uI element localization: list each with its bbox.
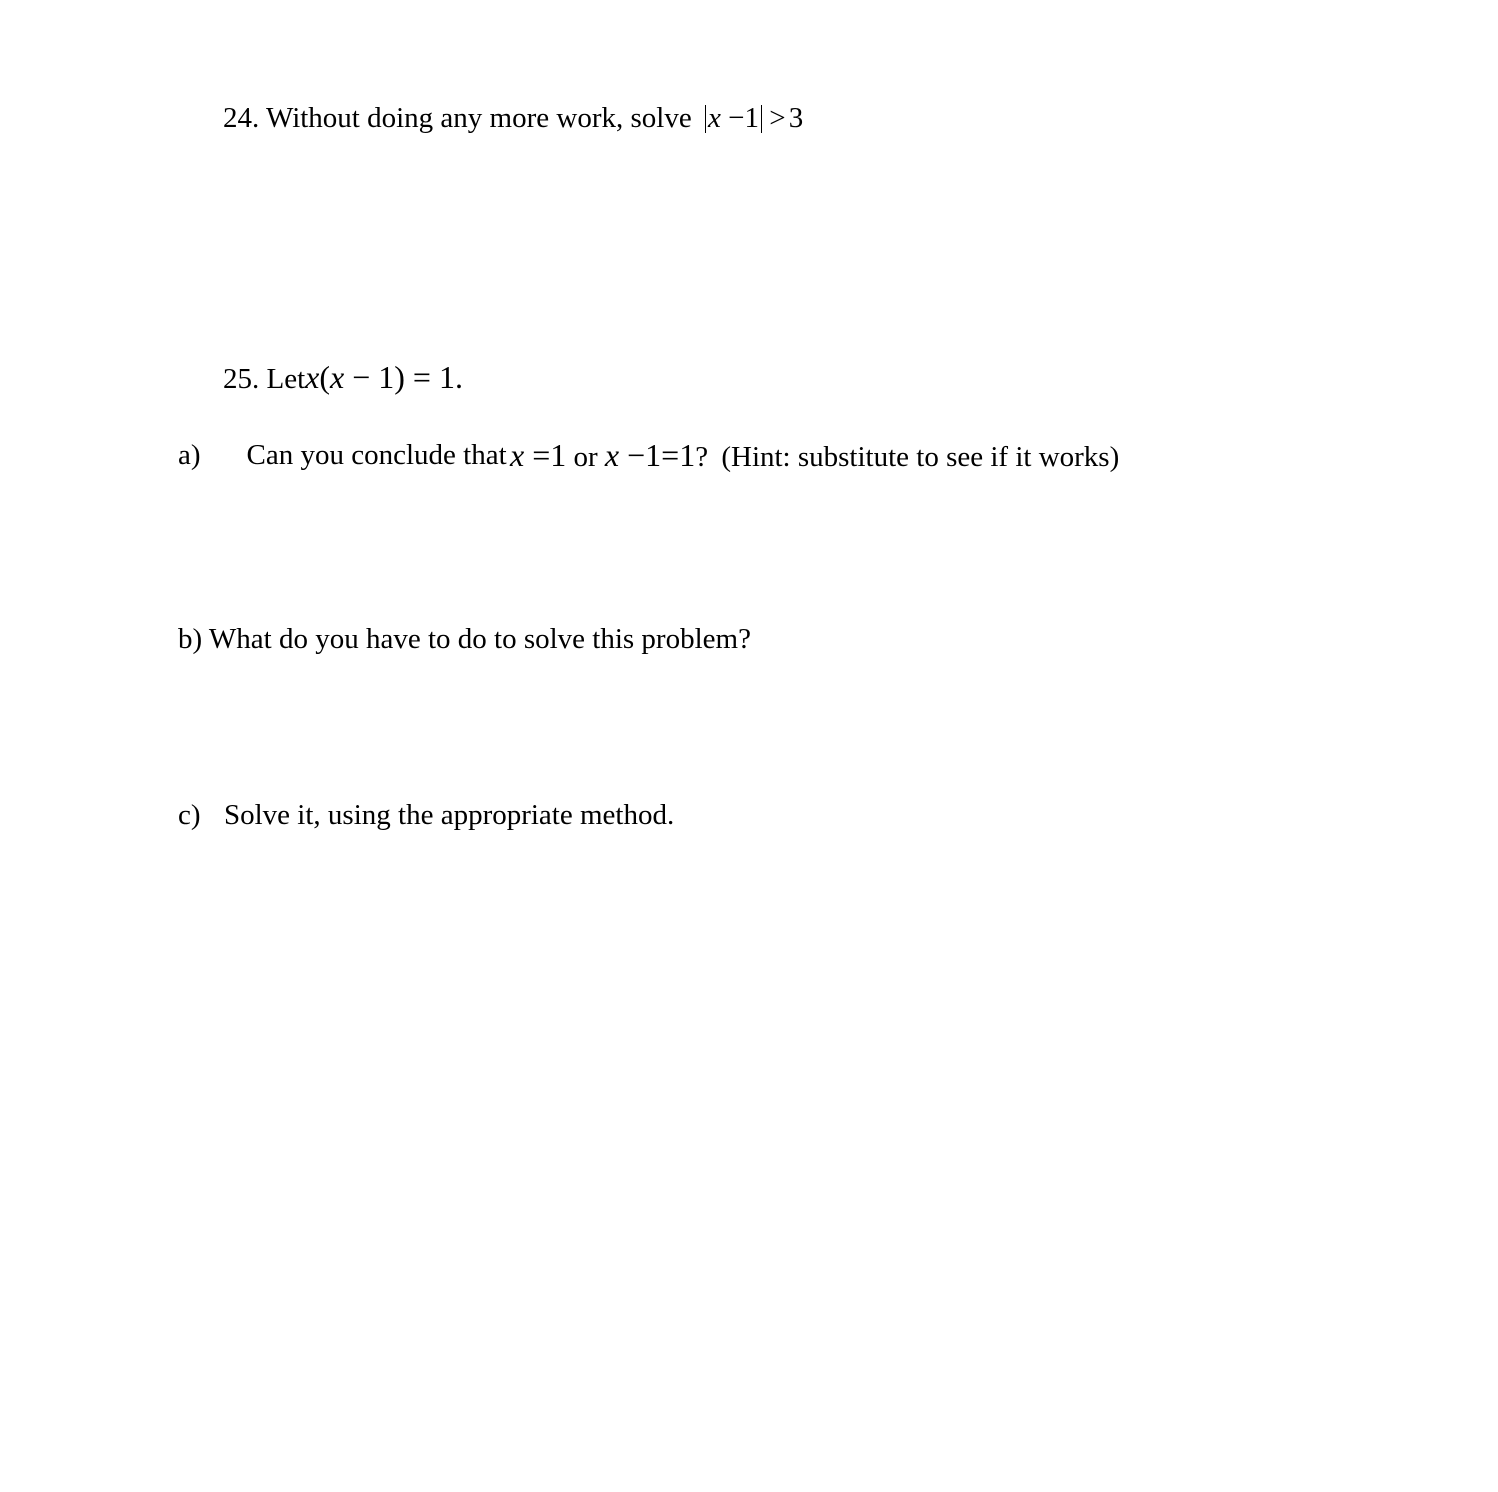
problem-24-inequality: x −1 > 3 (705, 102, 803, 134)
part-b-label: b) (178, 623, 203, 655)
problem-25-number: 25. (223, 363, 260, 395)
part-a-or: or (573, 441, 598, 473)
problem-25 (223, 361, 463, 394)
problem-24-text: Without doing any more work, solve (265, 102, 692, 134)
part-b (178, 625, 751, 654)
part-a-question-mark: ? (695, 441, 709, 473)
part-b-text: What do you have to do to solve this problem? (208, 623, 751, 655)
problem-24-number: 24. (223, 102, 260, 134)
part-c-label: c) (178, 799, 201, 831)
absolute-value: x −1 (705, 105, 762, 133)
part-c-body (224, 801, 674, 830)
problem-25-equation: x(x − 1) = 1. (305, 359, 463, 395)
part-a-label: a) (178, 439, 201, 471)
part-a-text: Can you conclude that (246, 439, 507, 471)
part-a-rest (510, 439, 1119, 472)
part-a-equation-1: x =1 (510, 437, 567, 473)
part-a-equation-2: x −1=1 (604, 437, 696, 473)
problem-25-text: Let (266, 363, 306, 395)
part-a (178, 439, 507, 471)
problem-24 (223, 104, 803, 133)
part-a-hint: (Hint: substitute to see if it works) (721, 441, 1120, 473)
part-c (178, 801, 201, 830)
part-c-text: Solve it, using the appropriate method. (224, 799, 675, 831)
